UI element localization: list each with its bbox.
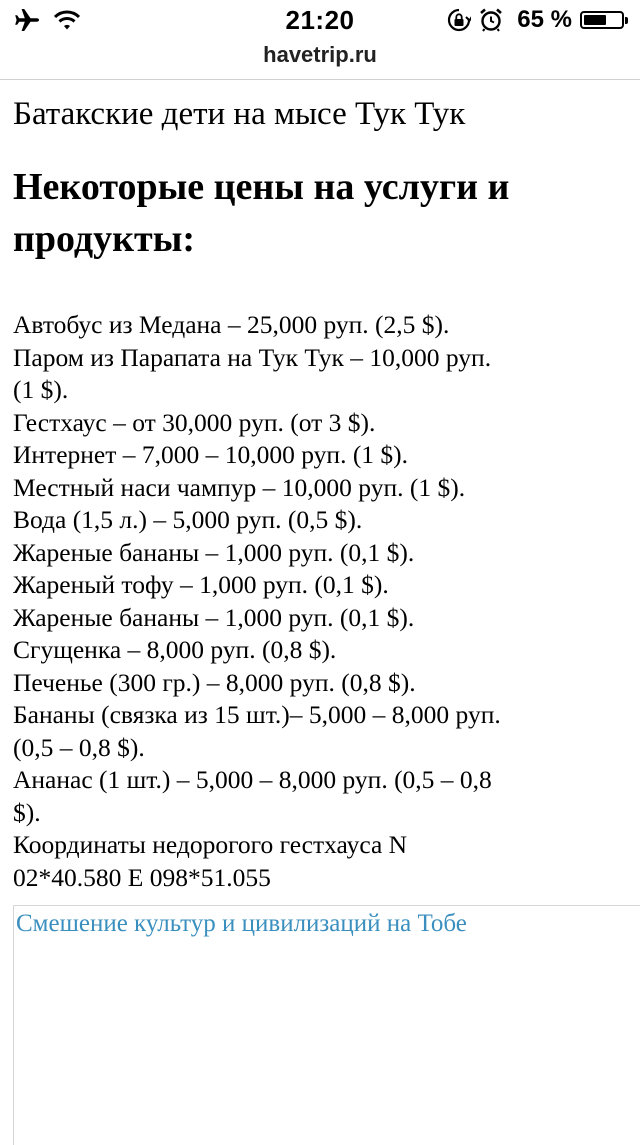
- price-item: Печенье (300 гр.) – 8,000 руп. (0,8 $).: [13, 667, 416, 697]
- price-item: Бананы (связка из 15 шт.)– 5,000 – 8,000 руп. (0,5 – 0,8 $).: [13, 700, 501, 762]
- price-item: Гестхаус – от 30,000 руп. (от 3 $).: [13, 407, 376, 437]
- price-item: Жареные бананы – 1,000 руп. (0,1 $).: [13, 537, 415, 567]
- price-item: Местный наси чампур – 10,000 руп. (1 $).: [13, 472, 466, 502]
- alarm-icon: [479, 8, 503, 32]
- price-item: Сгущенка – 8,000 руп. (0,8 $).: [13, 635, 337, 664]
- related-article-box: [13, 905, 640, 1145]
- image-caption: Батакские дети на мысе Тук Тук: [13, 96, 466, 132]
- price-item: Автобус из Медана – 25,000 руп. (2,5 $).: [13, 310, 450, 339]
- rotation-lock-icon: [447, 8, 471, 32]
- related-article-link[interactable]: Смешение культур и цивилизаций на Тобе: [16, 910, 467, 937]
- price-item: Жареные бананы – 1,000 руп. (0,1 $).: [13, 602, 415, 632]
- status-bar-right: [447, 6, 630, 34]
- battery-percent: 65 %: [517, 6, 572, 33]
- battery-level: [584, 15, 606, 25]
- price-item: Вода (1,5 л.) – 5,000 руп. (0,5 $).: [13, 505, 363, 534]
- status-bar: [0, 0, 640, 40]
- url-bar[interactable]: havetrip.ru: [263, 42, 377, 67]
- price-item: Жареный тофу – 1,000 руп. (0,1 $).: [13, 570, 389, 599]
- clock: 21:20: [285, 5, 355, 35]
- price-item: Паром из Парапата на Тук Тук – 10,000 руп. (1 $).: [13, 342, 492, 404]
- battery-tip: [625, 17, 628, 24]
- section-heading: Некоторые цены на услуги и продукты:: [13, 166, 510, 260]
- battery-icon: [580, 11, 624, 29]
- guesthouse-coordinates: Координаты недорогого гестхауса N 02*40.580 E 098*51.055: [13, 830, 408, 892]
- article-content: [13, 80, 623, 894]
- price-list: [13, 309, 513, 894]
- price-item: Ананас (1 шт.) – 5,000 – 8,000 руп. (0,5 – 0,8 $).: [13, 765, 492, 827]
- price-item: Интернет – 7,000 – 10,000 руп. (1 $).: [13, 440, 409, 469]
